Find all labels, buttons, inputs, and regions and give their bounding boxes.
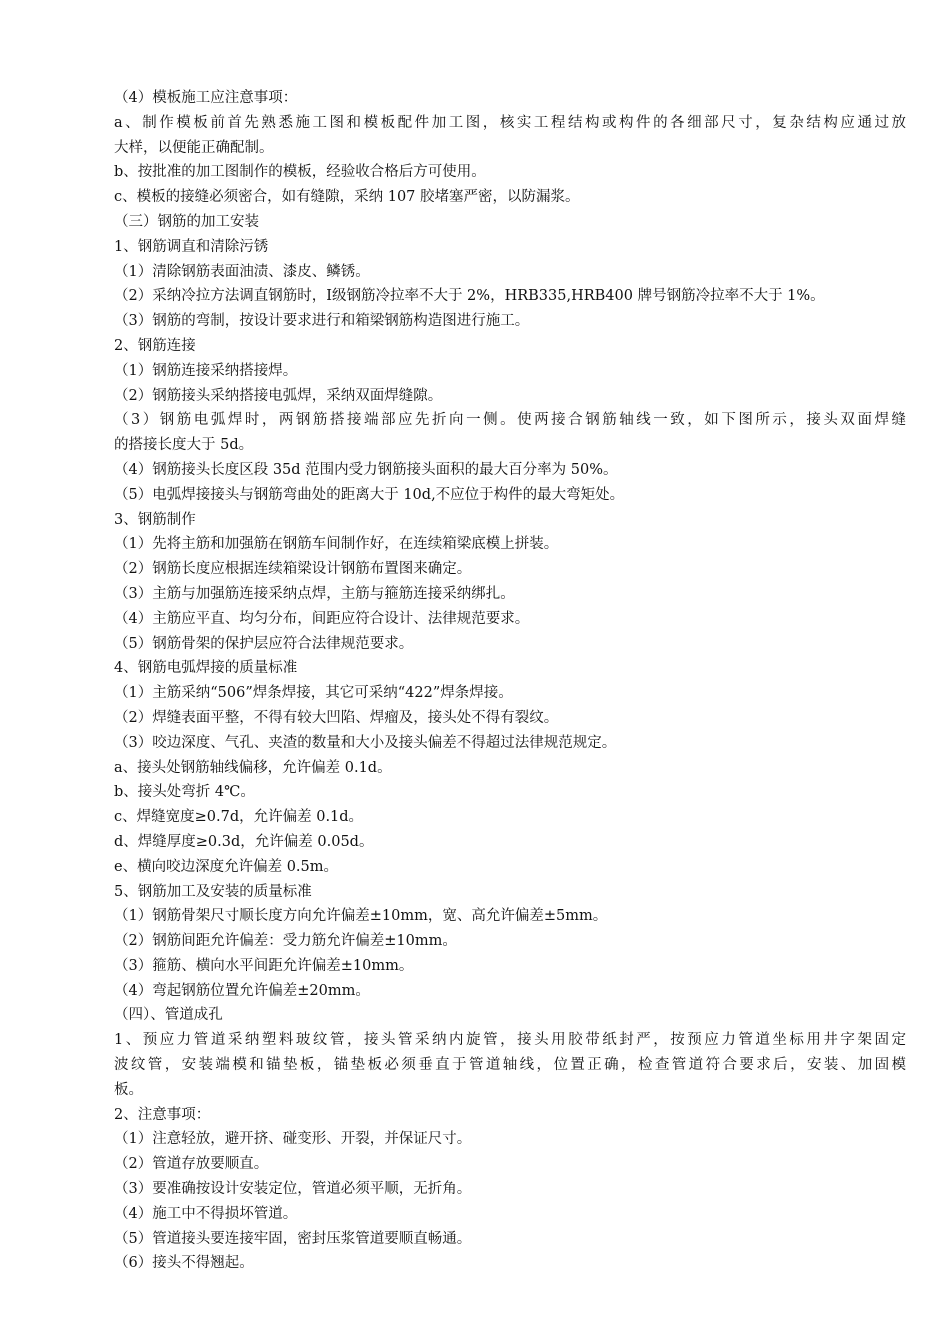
paragraph-line: c、模板的接缝必须密合，如有缝隙，采纳 107 胶堵塞严密，以防漏浆。 xyxy=(114,189,580,206)
paragraph-line: （3）钢筋电弧焊时，两钢筋搭接端部应先折向一侧。使两接合钢筋轴线一致，如下图所示，接头双面焊缝 xyxy=(114,412,906,429)
paragraph-line: （2）钢筋接头采纳搭接电弧焊，采纳双面焊缝隙。 xyxy=(114,387,443,404)
subsection-heading: 4、钢筋电弧焊接的质量标准 xyxy=(114,660,298,677)
paragraph-line: b、按批准的加工图制作的模板，经验收合格后方可使用。 xyxy=(114,164,486,181)
paragraph-line: 1、预应力管道采纳塑料玻纹管，接头管采纳内旋管，接头用胶带纸封严，按预应力管道坐标用井字架固定 xyxy=(114,1032,906,1049)
subsection-heading: 2、注意事项： xyxy=(114,1106,211,1123)
paragraph-line: （3）钢筋的弯制，按设计要求进行和箱梁钢筋构造图进行施工。 xyxy=(114,313,530,330)
paragraph-line: b、接头处弯折 4℃。 xyxy=(114,784,255,801)
paragraph-line: （5）管道接头要连接牢固，密封压浆管道要顺直畅通。 xyxy=(114,1230,472,1247)
subsection-heading: 2、钢筋连接 xyxy=(114,337,196,354)
paragraph-line: （3）主筋与加强筋连接采纳点焊，主筋与箍筋连接采纳绑扎。 xyxy=(114,585,515,602)
section-heading: （三）钢筋的加工安装 xyxy=(114,213,259,230)
paragraph-line: 波纹管，安装端模和锚垫板，锚垫板必须垂直于管道轴线，位置正确，检查管道符合要求后，安装、加固模 xyxy=(114,1057,906,1074)
document-page xyxy=(114,86,906,1276)
paragraph-line: d、焊缝厚度≥0.3d，允许偏差 0.05d。 xyxy=(114,833,374,850)
paragraph-line: （1）钢筋连接采纳搭接焊。 xyxy=(114,362,298,379)
paragraph-line: 的搭接长度大于 5d。 xyxy=(114,437,254,454)
paragraph-line: （4）主筋应平直、均匀分布，间距应符合设计、法律规范要求。 xyxy=(114,610,530,627)
paragraph-line: （1）主筋采纳“506”焊条焊接，其它可采纳“422”焊条焊接。 xyxy=(114,685,513,702)
section-heading: （四）、管道成孔 xyxy=(114,1007,223,1024)
paragraph-line: （2）采纳冷拉方法调直钢筋时，Ⅰ级钢筋冷拉率不大于 2%，HRB335,HRB400 牌号钢筋冷拉率不大于 1%。 xyxy=(114,288,825,305)
paragraph-line: a、接头处钢筋轴线偏移，允许偏差 0.1d。 xyxy=(114,759,392,776)
paragraph-line: e、横向咬边深度允许偏差 0.5m。 xyxy=(114,858,338,875)
paragraph-line: （2）管道存放要顺直。 xyxy=(114,1156,269,1173)
paragraph-line: （2）钢筋长度应根据连续箱梁设计钢筋布置图来确定。 xyxy=(114,561,472,578)
paragraph-line: a、制作模板前首先熟悉施工图和模板配件加工图，核实工程结构或构件的各细部尺寸，复杂结构应通过放 xyxy=(114,114,906,131)
subsection-heading: 1、钢筋调直和清除污锈 xyxy=(114,238,269,255)
paragraph-line: （1）清除钢筋表面油渍、漆皮、鳞锈。 xyxy=(114,263,370,280)
paragraph-line: （4）模板施工应注意事项： xyxy=(114,90,298,106)
paragraph-line: （4）施工中不得损坏管道。 xyxy=(114,1205,298,1222)
paragraph-line: （4）弯起钢筋位置允许偏差±20mm。 xyxy=(114,982,370,999)
paragraph-line: （2）钢筋间距允许偏差：受力筋允许偏差±10mm。 xyxy=(114,933,457,950)
paragraph-line: （1）注意轻放，避开挤、碰变形、开裂，并保证尺寸。 xyxy=(114,1131,472,1148)
paragraph-line: （6）接头不得翘起。 xyxy=(114,1255,254,1272)
paragraph-line: （4）钢筋接头长度区段 35d 范围内受力钢筋接头面积的最大百分率为 50%。 xyxy=(114,461,618,478)
paragraph-line: 板。 xyxy=(114,1081,143,1098)
subsection-heading: 5、钢筋加工及安装的质量标准 xyxy=(114,883,312,900)
paragraph-line: （1）先将主筋和加强筋在钢筋车间制作好，在连续箱梁底模上拼装。 xyxy=(114,536,559,553)
paragraph-line: （3）要准确按设计安装定位，管道必须平顺，无折角。 xyxy=(114,1181,472,1198)
paragraph-line: （5）钢筋骨架的保护层应符合法律规范要求。 xyxy=(114,635,414,652)
paragraph-line: （3）箍筋、横向水平间距允许偏差±10mm。 xyxy=(114,957,414,974)
paragraph-line: （5）电弧焊接接头与钢筋弯曲处的距离大于 10d,不应位于构件的最大弯矩处。 xyxy=(114,486,625,503)
subsection-heading: 3、钢筋制作 xyxy=(114,511,196,528)
paragraph-line: （3）咬边深度、气孔、夹渣的数量和大小及接头偏差不得超过法律规范规定。 xyxy=(114,734,617,751)
paragraph-line: 大样，以便能正确配制。 xyxy=(114,139,274,156)
paragraph-line: （2）焊缝表面平整，不得有较大凹陷、焊瘤及，接头处不得有裂纹。 xyxy=(114,709,559,726)
paragraph-line: （1）钢筋骨架尺寸顺长度方向允许偏差±10mm，宽、高允许偏差±5mm。 xyxy=(114,908,608,925)
paragraph-line: c、焊缝宽度≥0.7d，允许偏差 0.1d。 xyxy=(114,809,364,826)
